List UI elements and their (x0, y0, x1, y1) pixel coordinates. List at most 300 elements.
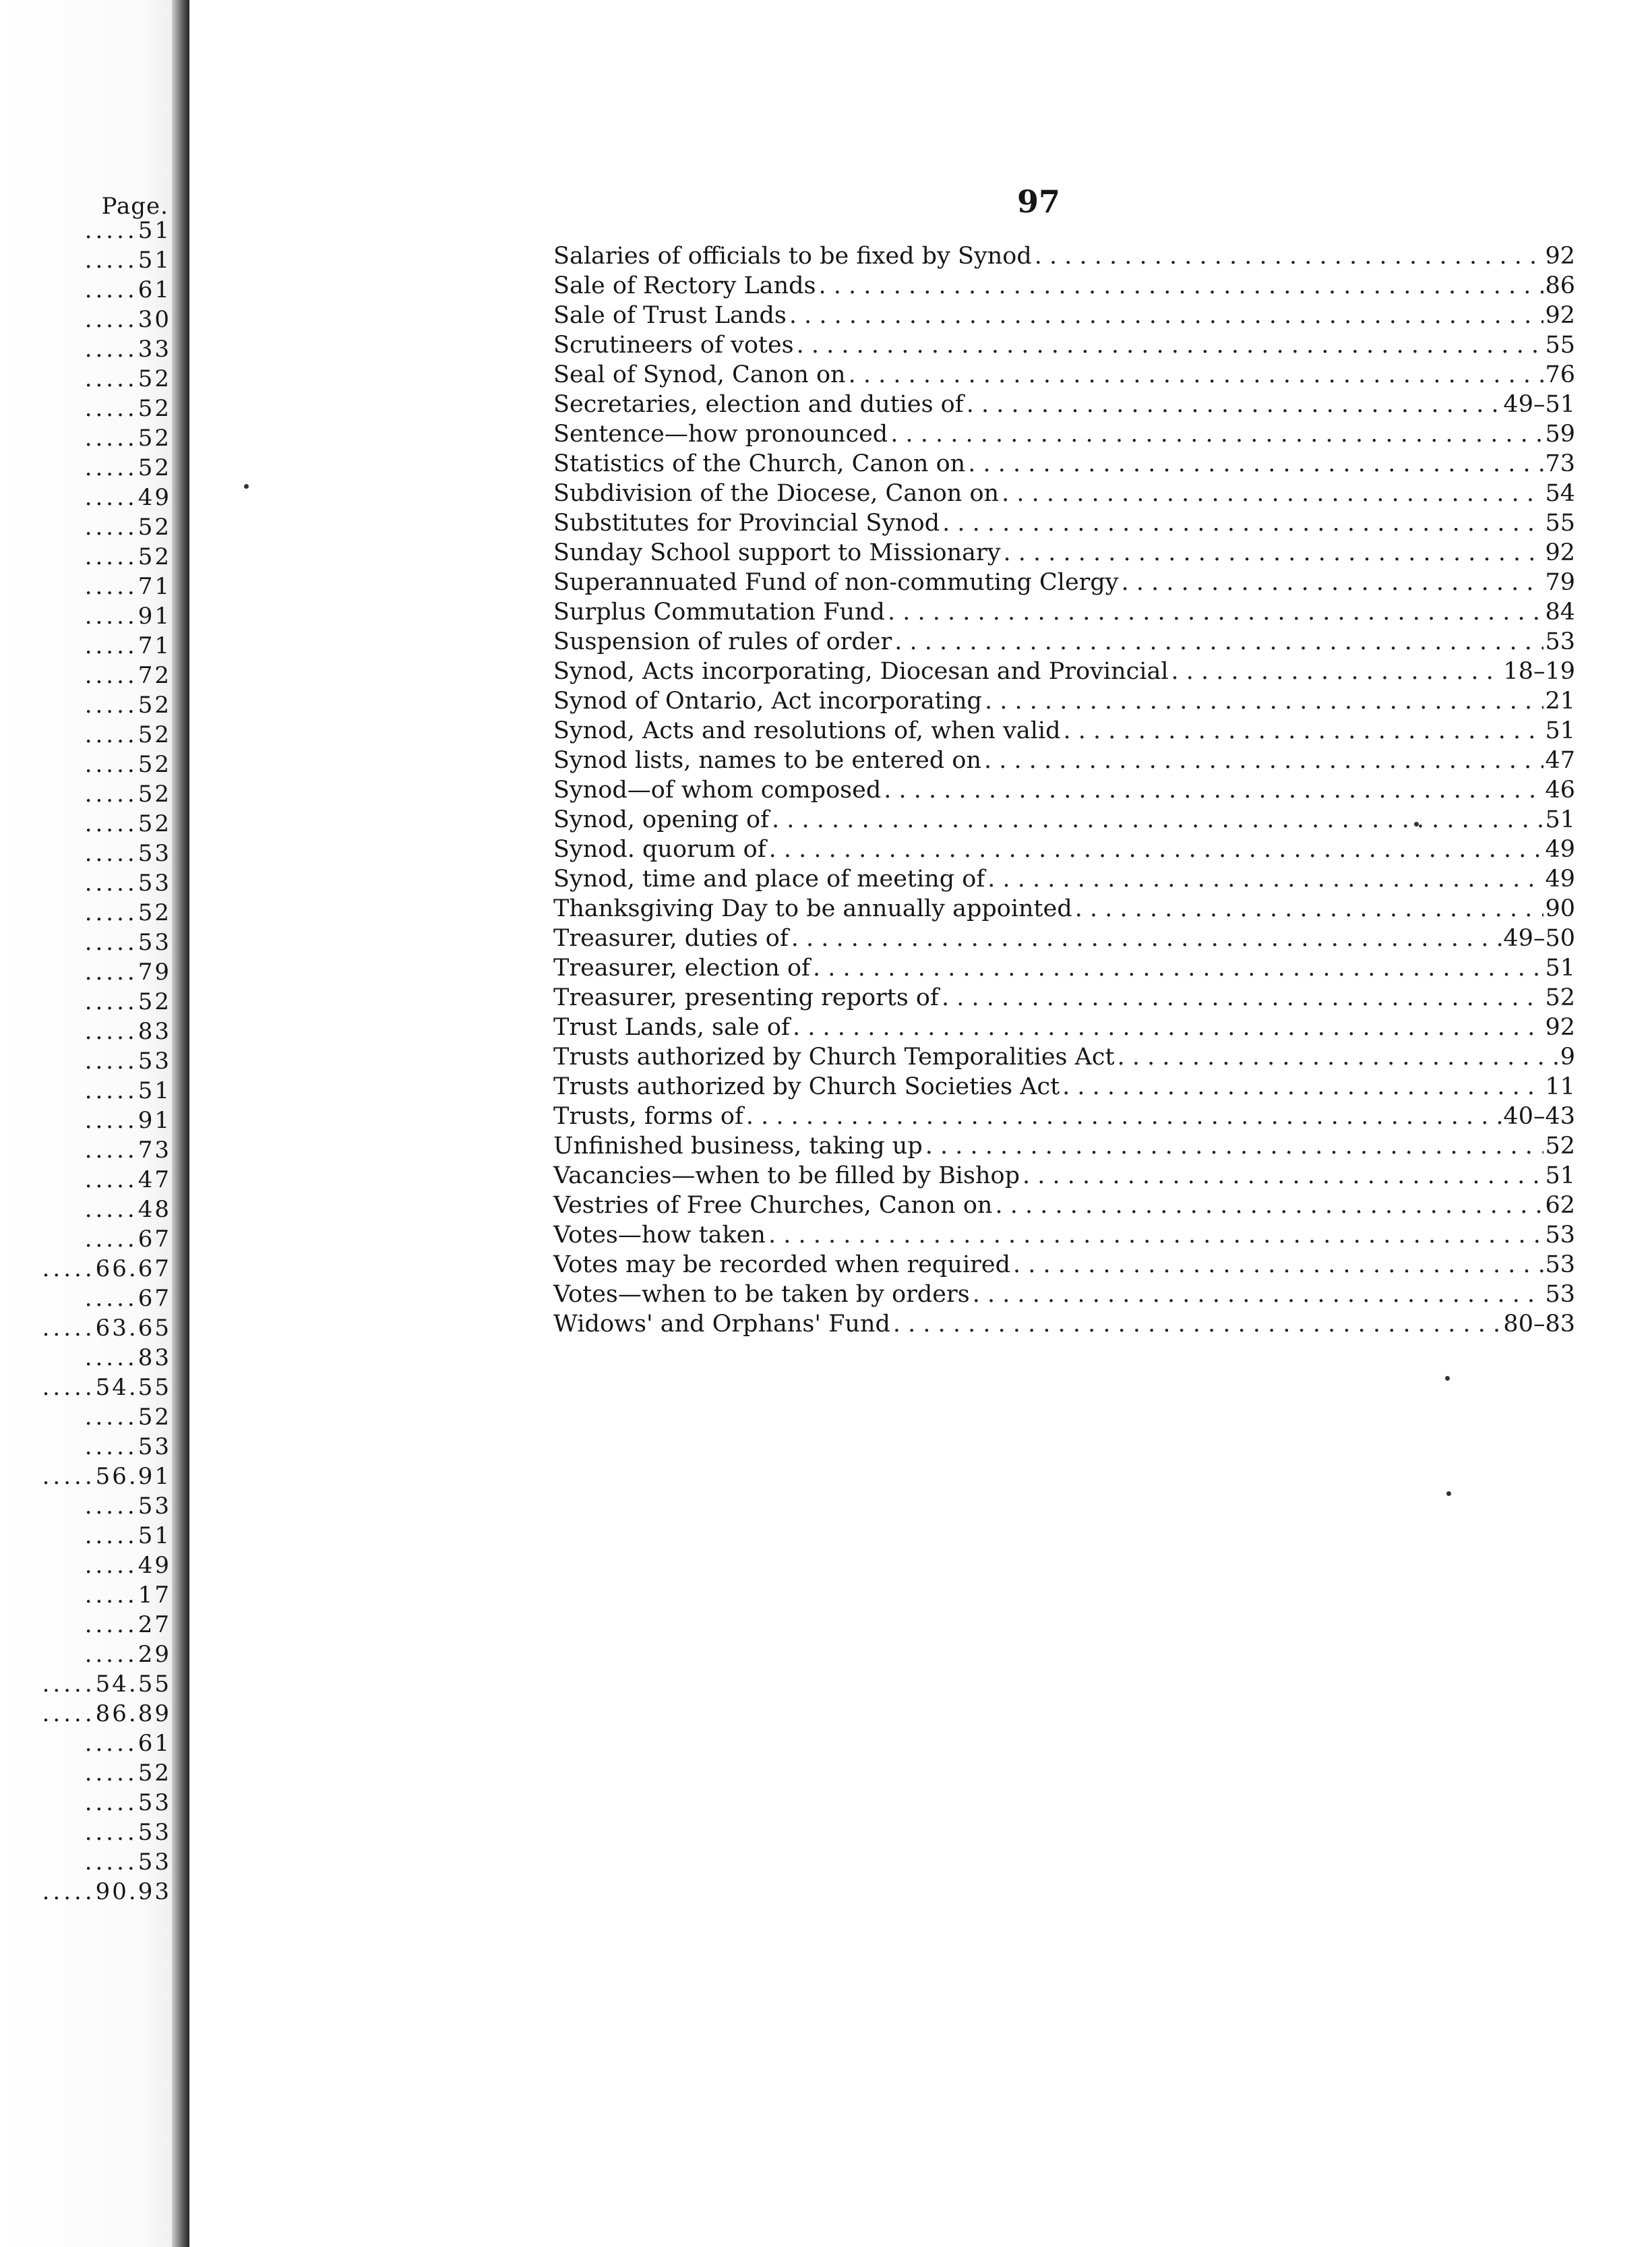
index-entry-page: 90 (1545, 895, 1575, 922)
facing-page-ref (0, 750, 171, 779)
index-entry (553, 1131, 1575, 1161)
index-entry-page: 18–19 (1503, 658, 1575, 685)
index-entry (553, 449, 1575, 479)
index-entry (553, 330, 1575, 360)
facing-page-number: 29 (137, 1641, 171, 1668)
facing-page-number: 61 (137, 276, 171, 303)
facing-page-ref (0, 572, 171, 601)
dot-leader (813, 953, 1543, 983)
dot-leader: ..... (84, 870, 138, 897)
dot-leader (1062, 1072, 1543, 1102)
dot-leader: ..... (84, 365, 138, 392)
index-entry (553, 301, 1575, 330)
dot-leader (973, 1280, 1544, 1309)
ink-speck (1446, 1491, 1451, 1496)
page-fold-shadow (172, 0, 189, 2247)
index-entry-page: 80–83 (1503, 1311, 1575, 1338)
dot-leader (995, 1191, 1543, 1220)
facing-page-ref (0, 1818, 171, 1847)
facing-page-ref (0, 1788, 171, 1818)
index-entry-page: 84 (1545, 599, 1575, 626)
facing-page-number: 52 (137, 1760, 171, 1787)
index-entry-page: 52 (1545, 1133, 1575, 1160)
dot-leader: ..... (84, 425, 138, 452)
facing-page-ref (0, 1610, 171, 1640)
facing-page-number: 30 (137, 306, 171, 333)
facing-page-number: 52 (137, 751, 171, 778)
facing-page-number: 52 (137, 395, 171, 422)
facing-page-number: 53 (137, 929, 171, 956)
index-entry-page: 55 (1545, 332, 1575, 359)
facing-page-number: 54.55 (95, 1374, 171, 1401)
ink-speck (244, 484, 249, 489)
index-entry-page: 76 (1545, 361, 1575, 388)
index-entry-label: Trusts authorized by Church Temporalities Act (553, 1044, 1115, 1071)
facing-page-ref (0, 1669, 171, 1699)
index-entry (553, 835, 1575, 864)
index-list (553, 241, 1575, 1339)
facing-page-number: 53 (137, 870, 171, 897)
index-entry-label: Votes—how taken (553, 1222, 766, 1249)
dot-leader (942, 508, 1543, 538)
facing-page-number: 52 (137, 514, 171, 541)
facing-page-ref (0, 1847, 171, 1877)
facing-page-ref (0, 1165, 171, 1195)
index-entry-page: 9 (1560, 1044, 1575, 1071)
facing-page-ref (0, 1402, 171, 1432)
dot-leader: ..... (84, 721, 138, 748)
facing-page-number: 52 (137, 692, 171, 719)
index-entry (553, 360, 1575, 390)
index-entry-page: 46 (1545, 777, 1575, 804)
index-entry-label: Trust Lands, sale of (553, 1014, 790, 1041)
dot-leader (987, 864, 1543, 894)
dot-leader: ..... (84, 276, 138, 303)
index-entry-page: 40–43 (1503, 1103, 1575, 1130)
facing-page-number: 33 (137, 336, 171, 363)
index-entry-label: Unfinished business, taking up (553, 1133, 923, 1160)
dot-leader (791, 924, 1502, 953)
index-entry-label: Synod, time and place of meeting of (553, 866, 985, 893)
dot-leader (925, 1131, 1544, 1161)
dot-leader: ..... (84, 1433, 138, 1460)
index-entry-page: 51 (1545, 717, 1575, 744)
facing-page-number: 53 (137, 1849, 171, 1876)
index-entry (553, 241, 1575, 271)
dot-leader (793, 1013, 1544, 1042)
index-entry-label: Synod lists, names to be entered on (553, 747, 982, 774)
dot-leader: ..... (84, 1196, 138, 1223)
index-entry (553, 1013, 1575, 1042)
facing-page-number: 52 (137, 899, 171, 926)
dot-leader: ..... (84, 1137, 138, 1164)
facing-page-number: 79 (137, 959, 171, 986)
facing-page-number: 52 (137, 454, 171, 481)
dot-leader (1022, 1161, 1543, 1191)
facing-page-ref (0, 1729, 171, 1758)
dot-leader: ..... (84, 336, 138, 363)
index-entry (553, 1191, 1575, 1220)
index-entry-label: Votes may be recorded when required (553, 1251, 1011, 1278)
dot-leader (888, 597, 1544, 627)
index-entry (553, 419, 1575, 449)
facing-page-number: 83 (137, 1344, 171, 1371)
dot-leader: ..... (84, 988, 138, 1015)
index-entry (553, 775, 1575, 805)
index-entry-label: Thanksgiving Day to be annually appointed (553, 895, 1072, 922)
index-entry-page: 51 (1545, 955, 1575, 982)
facing-page-ref (0, 245, 171, 275)
facing-page-ref (0, 1195, 171, 1224)
dot-leader: ..... (84, 840, 138, 867)
facing-page-ref (0, 1758, 171, 1788)
facing-page-ref (0, 1076, 171, 1106)
dot-leader: ..... (84, 1048, 138, 1075)
ink-speck (1414, 822, 1419, 827)
index-entry-page: 92 (1545, 1014, 1575, 1041)
facing-page-ref (0, 1640, 171, 1669)
index-entry-page: 86 (1545, 272, 1575, 299)
facing-page-ref (0, 1284, 171, 1313)
facing-page-number: 52 (137, 1404, 171, 1431)
facing-page-ref (0, 334, 171, 364)
facing-page-ref (0, 1224, 171, 1254)
index-entry-page: 52 (1545, 984, 1575, 1011)
facing-page-number: 51 (137, 247, 171, 274)
facing-page-ref (0, 1491, 171, 1521)
facing-page-number: 86.89 (95, 1700, 171, 1727)
dot-leader: ..... (84, 1404, 138, 1431)
index-entry-page: 49 (1545, 866, 1575, 893)
index-entry (553, 924, 1575, 953)
index-entry (553, 390, 1575, 419)
index-entry-label: Salaries of officials to be fixed by Synod (553, 243, 1032, 270)
dot-leader: ..... (84, 1226, 138, 1253)
facing-page-number: 72 (137, 662, 171, 689)
facing-page-number: 52 (137, 543, 171, 570)
index-entry (553, 1102, 1575, 1131)
facing-page-number: 90.93 (95, 1878, 171, 1905)
dot-leader: ..... (84, 247, 138, 274)
index-entry-label: Synod, opening of (553, 806, 770, 833)
facing-page-ref (0, 898, 171, 928)
dot-leader: ..... (84, 1285, 138, 1312)
facing-page-number: 66.67 (95, 1255, 171, 1282)
facing-page-number: 52 (137, 810, 171, 837)
facing-page-ref (0, 1462, 171, 1491)
index-entry (553, 983, 1575, 1013)
index-entry-page: 79 (1545, 569, 1575, 596)
dot-leader: ..... (84, 781, 138, 808)
index-entry-label: Treasurer, election of (553, 955, 810, 982)
index-entry (553, 1280, 1575, 1309)
index-entry-label: Seal of Synod, Canon on (553, 361, 846, 388)
dot-leader: ..... (84, 692, 138, 719)
dot-leader (968, 449, 1543, 479)
facing-page-ref (0, 275, 171, 305)
dot-leader: ..... (84, 484, 138, 511)
facing-page-ref (0, 1580, 171, 1610)
facing-page-number: 83 (137, 1018, 171, 1045)
facing-page-number: 71 (137, 573, 171, 600)
index-entry-page: 54 (1545, 480, 1575, 507)
facing-page-header: Page. (101, 193, 169, 220)
index-entry-page: 53 (1545, 1222, 1575, 1249)
facing-page-ref (0, 1551, 171, 1580)
index-entry (553, 597, 1575, 627)
dot-leader: ..... (84, 395, 138, 422)
index-entry-page: 92 (1545, 302, 1575, 329)
index-entry (553, 508, 1575, 538)
facing-page-ref (0, 720, 171, 750)
dot-leader: ..... (84, 514, 138, 541)
facing-page-number: 67 (137, 1285, 171, 1312)
facing-page-number: 27 (137, 1611, 171, 1638)
facing-page-ref (0, 601, 171, 631)
index-entry-label: Substitutes for Provincial Synod (553, 510, 940, 537)
index-entry-page: 21 (1545, 688, 1575, 715)
index-entry-label: Sale of Rectory Lands (553, 272, 816, 299)
index-entry (553, 271, 1575, 301)
dot-leader (1004, 538, 1544, 568)
index-entry-page: 11 (1545, 1073, 1575, 1100)
index-entry-label: Treasurer, duties of (553, 925, 789, 952)
dot-leader (768, 1220, 1543, 1250)
index-entry-page: 51 (1545, 1162, 1575, 1189)
dot-leader: ..... (84, 632, 138, 659)
index-entry (553, 1220, 1575, 1250)
index-entry-label: Vacancies—when to be filled by Bishop (553, 1162, 1020, 1189)
index-entry-label: Subdivision of the Diocese, Canon on (553, 480, 1000, 507)
index-entry (553, 686, 1575, 716)
facing-page-number: 51 (137, 217, 171, 244)
index-entry-label: Trusts authorized by Church Societies Act (553, 1073, 1060, 1100)
index-entry (553, 953, 1575, 983)
index-entry (553, 805, 1575, 835)
dot-leader (884, 775, 1543, 805)
index-entry-label: Synod of Ontario, Act incorporating (553, 688, 982, 715)
facing-page-number: 53 (137, 1493, 171, 1520)
facing-page-number: 52 (137, 781, 171, 808)
index-entry-page: 53 (1545, 628, 1575, 655)
dot-leader: ..... (42, 1671, 96, 1698)
facing-page-ref (0, 1313, 171, 1343)
index-entry-label: Treasurer, presenting reports of (553, 984, 939, 1011)
facing-page-ref (0, 631, 171, 661)
index-entry (553, 1161, 1575, 1191)
index-entry-label: Surplus Commutation Fund (553, 599, 885, 626)
dot-leader: ..... (42, 1700, 96, 1727)
facing-page (0, 0, 177, 2247)
index-entry-label: Votes—when to be taken by orders (553, 1281, 970, 1308)
facing-page-number: 53 (137, 1819, 171, 1846)
page-number: 97 (1016, 183, 1060, 220)
index-entry (553, 746, 1575, 775)
facing-page-ref (0, 542, 171, 572)
facing-page-ref (0, 1877, 171, 1907)
index-entry (553, 1250, 1575, 1280)
index-entry-page: 53 (1545, 1281, 1575, 1308)
dot-leader (894, 627, 1543, 657)
facing-page-number: 91 (137, 603, 171, 630)
dot-leader: ..... (84, 1522, 138, 1549)
dot-leader (818, 271, 1543, 301)
dot-leader: ..... (84, 1107, 138, 1134)
index-entry (553, 538, 1575, 568)
facing-page-ref (0, 305, 171, 334)
dot-leader (1118, 1042, 1559, 1072)
facing-page-ref (0, 1254, 171, 1284)
index-entry-page: 49–50 (1503, 925, 1575, 952)
dot-leader: ..... (84, 217, 138, 244)
index-entry-label: Widows' and Orphans' Fund (553, 1311, 890, 1338)
facing-page-number: 91 (137, 1107, 171, 1134)
dot-leader: ..... (84, 1077, 138, 1104)
facing-page-number: 73 (137, 1137, 171, 1164)
dot-leader: ..... (84, 1493, 138, 1520)
dot-leader: ..... (84, 959, 138, 986)
facing-page-ref (0, 839, 171, 868)
facing-page-number: 54.55 (95, 1671, 171, 1698)
facing-page-number: 49 (137, 484, 171, 511)
dot-leader: ..... (84, 899, 138, 926)
index-entry-label: Superannuated Fund of non-commuting Clergy (553, 569, 1119, 596)
dot-leader (967, 390, 1502, 419)
facing-page-ref (0, 779, 171, 809)
index-entry (553, 1309, 1575, 1339)
dot-leader (1035, 241, 1544, 271)
facing-page-number: 53 (137, 1789, 171, 1816)
dot-leader: ..... (84, 1166, 138, 1193)
index-entry-page: 51 (1545, 806, 1575, 833)
facing-page-ref (0, 1521, 171, 1551)
facing-page-ref (0, 483, 171, 512)
facing-page-ref (0, 1106, 171, 1135)
dot-leader: ..... (42, 1315, 96, 1342)
dot-leader (797, 330, 1544, 360)
index-entry-page: 55 (1545, 510, 1575, 537)
index-entry-label: Sale of Trust Lands (553, 302, 787, 329)
dot-leader: ..... (84, 1582, 138, 1609)
facing-page-number: 52 (137, 988, 171, 1015)
facing-page-refs (0, 216, 171, 1907)
index-entry-page: 53 (1545, 1251, 1575, 1278)
dot-leader (789, 301, 1544, 330)
index-entry (553, 657, 1575, 686)
facing-page-number: 51 (137, 1522, 171, 1549)
index-entry-page: 49–51 (1503, 391, 1575, 418)
index-entry-label: Synod, Acts incorporating, Diocesan and Provincial (553, 658, 1169, 685)
dot-leader (1013, 1250, 1543, 1280)
dot-leader: ..... (84, 1344, 138, 1371)
dot-leader (1002, 479, 1543, 508)
facing-page-ref (0, 364, 171, 394)
facing-page-ref (0, 809, 171, 839)
index-entry-label: Synod. quorum of (553, 836, 766, 863)
index-entry-page: 47 (1545, 747, 1575, 774)
dot-leader: ..... (84, 306, 138, 333)
dot-leader (985, 686, 1544, 716)
index-entry-label: Suspension of rules of order (553, 628, 892, 655)
index-entry (553, 864, 1575, 894)
facing-page-ref (0, 1373, 171, 1402)
index-entry-label: Synod, Acts and resolutions of, when valid (553, 717, 1061, 744)
index-entry (553, 1072, 1575, 1102)
dot-leader: ..... (84, 1849, 138, 1876)
facing-page-ref (0, 423, 171, 453)
index-entry-label: Scrutineers of votes (553, 332, 794, 359)
dot-leader: ..... (84, 1760, 138, 1787)
dot-leader (746, 1102, 1502, 1131)
facing-page-number: 49 (137, 1552, 171, 1579)
dot-leader (1171, 657, 1502, 686)
facing-page-ref (0, 690, 171, 720)
dot-leader: ..... (84, 751, 138, 778)
ink-speck (1445, 1376, 1450, 1381)
index-entry-label: Synod—of whom composed (553, 777, 882, 804)
dot-leader: ..... (84, 810, 138, 837)
index-entry-page: 92 (1545, 243, 1575, 270)
dot-leader: ..... (84, 603, 138, 630)
dot-leader: ..... (84, 543, 138, 570)
dot-leader (1064, 716, 1544, 746)
dot-leader (769, 835, 1544, 864)
dot-leader: ..... (42, 1374, 96, 1401)
dot-leader: ..... (84, 1641, 138, 1668)
index-entry (553, 894, 1575, 924)
index-entry (553, 716, 1575, 746)
dot-leader: ..... (84, 1789, 138, 1816)
facing-page-ref (0, 1017, 171, 1046)
index-entry (553, 568, 1575, 597)
facing-page-ref (0, 1432, 171, 1462)
facing-page-ref (0, 1699, 171, 1729)
dot-leader: ..... (84, 929, 138, 956)
dot-leader (984, 746, 1543, 775)
index-entry (553, 627, 1575, 657)
index-entry-page: 49 (1545, 836, 1575, 863)
index-entry (553, 479, 1575, 508)
facing-page-ref (0, 928, 171, 957)
facing-page-ref (0, 957, 171, 987)
facing-page-ref (0, 1046, 171, 1076)
facing-page-number: 17 (137, 1582, 171, 1609)
facing-page-number: 61 (137, 1730, 171, 1757)
dot-leader (849, 360, 1544, 390)
dot-leader (1122, 568, 1544, 597)
index-entry-page: 92 (1545, 539, 1575, 566)
facing-page-number: 51 (137, 1077, 171, 1104)
facing-page-number: 63.65 (95, 1315, 171, 1342)
dot-leader: ..... (84, 454, 138, 481)
dot-leader: ..... (42, 1255, 96, 1282)
facing-page-ref (0, 868, 171, 898)
dot-leader: ..... (42, 1463, 96, 1490)
index-entry-label: Statistics of the Church, Canon on (553, 450, 966, 477)
dot-leader (890, 419, 1543, 449)
index-entry-label: Secretaries, election and duties of (553, 391, 964, 418)
facing-page-number: 48 (137, 1196, 171, 1223)
facing-page-ref (0, 453, 171, 483)
dot-leader: ..... (84, 1552, 138, 1579)
index-entry-label: Vestries of Free Churches, Canon on (553, 1192, 993, 1219)
index-entry-label: Sentence—how pronounced (553, 421, 888, 448)
index-page (189, 0, 1652, 2247)
facing-page-number: 53 (137, 840, 171, 867)
facing-page-number: 52 (137, 425, 171, 452)
facing-page-ref (0, 394, 171, 423)
index-entry (553, 1042, 1575, 1072)
